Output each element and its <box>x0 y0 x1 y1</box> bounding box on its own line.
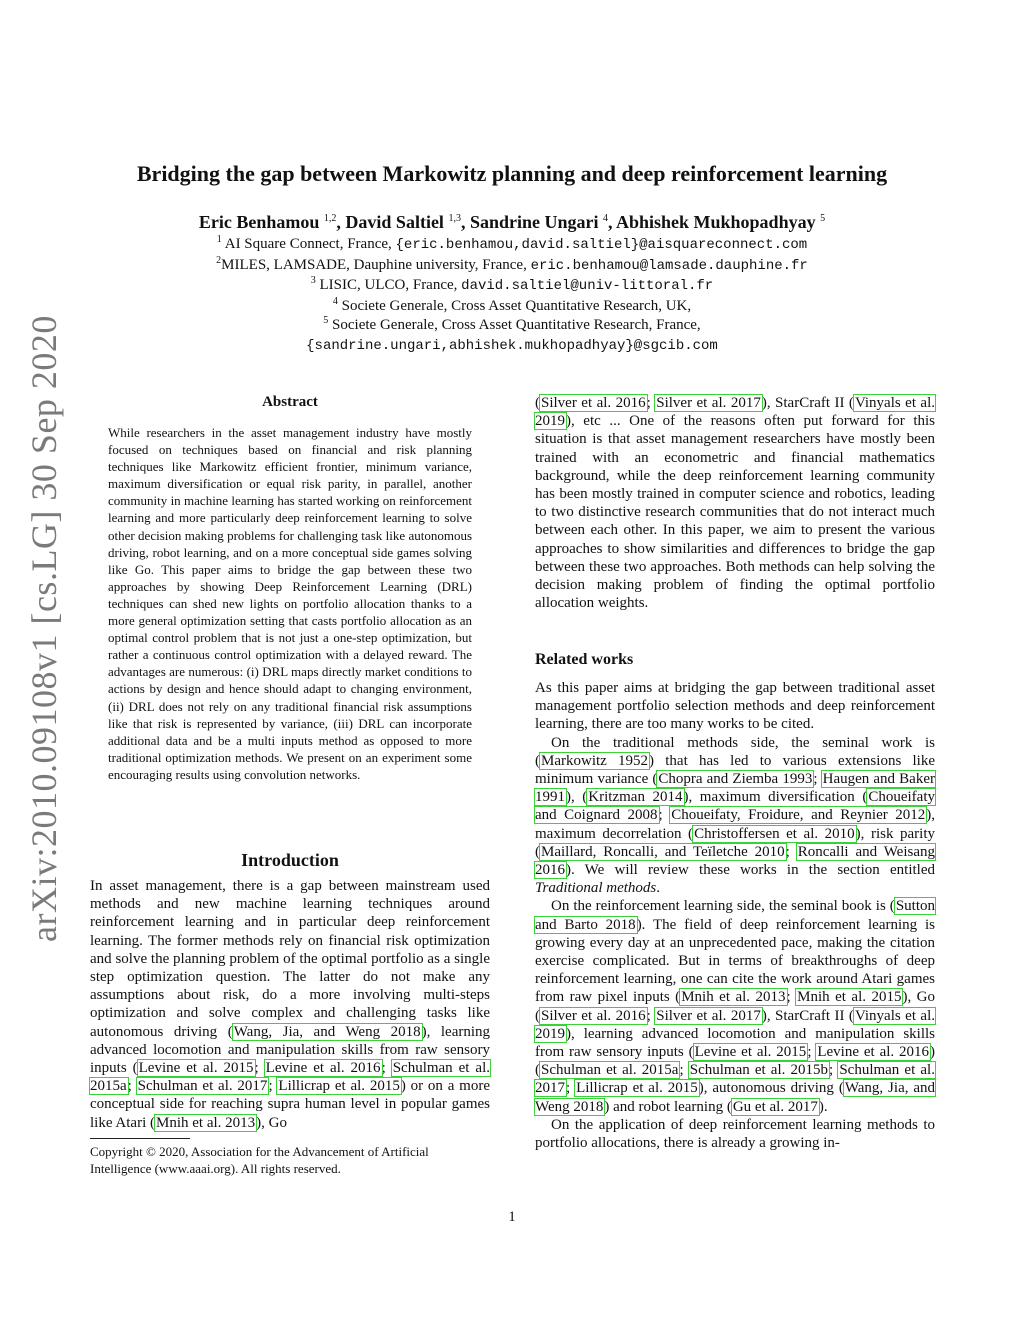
abstract-heading: Abstract <box>262 394 318 410</box>
citation-link[interactable]: Chopra and Ziemba 1993 <box>658 771 813 788</box>
author-affil-marker: 1,3 <box>448 213 461 224</box>
citation-link[interactable]: Lillicrap et al. 2015 <box>278 1078 400 1095</box>
citation-link[interactable]: Silver et al. 2016 <box>541 395 646 411</box>
copyright-notice: Copyright © 2020, Association for the Advancement of Artificial Intelligence (www.aaai.org). All rights reserved. <box>90 1144 429 1176</box>
citation-link[interactable]: Haugen and Baker 1991 <box>535 771 935 806</box>
citation-link[interactable]: Schulman et al. 2015b <box>689 1062 829 1079</box>
affil-marker: 4 <box>332 295 338 307</box>
author-list: Eric Benhamou $^{1,2}$, David Saltiel $^{1,3}$, Sandrine Ungari $^4$, Abhishek Mukhopadhyay $^5$ <box>198 212 826 232</box>
author-name: Sandrine Ungari <box>469 212 599 232</box>
body-paragraph: On the traditional methods side, the seminal work is (Markowitz 1952) that has led to various extensions like minimum variance (Chopra and Ziemba 1993; Haugen and Baker 1991), (Kritzman 2014), maximum diversification (Choueifaty and Coignard 2008; Choueifaty, Froidure, and Reynier 2012), maximum decorrelation (Christoffersen et al. 2010), risk parity (Maillard, Roncalli, and Teïletche 2010; Roncalli and Weisang 2016). We will review these works in the section entitled Traditional methods. <box>535 734 936 897</box>
citation-link[interactable]: Gu et al. 2017 <box>732 1098 818 1115</box>
citation-link[interactable]: Levine et al. 2016 <box>265 1060 381 1077</box>
affiliation-line <box>60 297 964 317</box>
affil-email: david.saltiel@univ-littoral.fr <box>461 278 714 294</box>
affil-email: eric.benhamou@lamsade.dauphine.fr <box>530 257 808 274</box>
citation-link[interactable]: Schulman et al. 2017 <box>137 1078 268 1095</box>
affil-marker: 2 <box>216 254 222 266</box>
citation-link[interactable]: Choueifaty and Coignard 2008 <box>535 789 935 824</box>
citation-link[interactable]: Mnih et al. 2015 <box>797 989 902 1006</box>
affiliation-line <box>60 316 964 336</box>
citation-link[interactable]: Wang, Jia, and Weng 2018 <box>535 1080 936 1115</box>
citation-link[interactable]: Silver et al. 2017 <box>656 395 761 411</box>
citation-link[interactable]: Wang, Jia, and Weng 2018 <box>233 1023 421 1040</box>
citation-link[interactable]: Schulman et al. 2015a <box>90 1060 490 1095</box>
introduction-paragraph: In asset management, there is a gap between mainstream used methods and new machine learning techniques around reinforcement learning and in particular deep reinforcement learning. The former methods rely on financial risk optimization and solve the planning problem of the optimal portfolio as a single step optimization question. The latter do not make any assumptions about risk, do a more involving multi-steps optimization and solve complex and challenging tasks like autonomous driving (Wang, Jia, and Weng 2018), learning advanced locomotion and manipulation skills from raw sensory inputs (Levine et al. 2015; Levine et al. 2016; Schulman et al. 2015a; Schulman et al. 2017; Lillicrap et al. 2015) or on a more conceptual side for reaching supra human level in popular games like Atari (Mnih et al. 2013), Go <box>90 878 491 1131</box>
arxiv-stamp: arXiv:2010.09108v1 [cs.LG] 30 Sep 2020 <box>24 315 64 942</box>
body-paragraph: On the application of deep reinforcement learning methods to portfolio allocations, there is already a growing in- <box>535 1116 935 1152</box>
citation-link[interactable]: Markowitz 1952 <box>541 752 649 769</box>
body-paragraph: (Silver et al. 2016; Silver et al. 2017), StarCraft II (Vinyals et al. 2019), etc ... One of the reasons often put forward for this situation is that asset management researchers have mostly been trained with an econometric and financial mathematics background, while the deep reinforcement learning community has been mostly trained in computer science and robotics, leading to two distinctive research communities that do not interact much between each other. In this paper, we aim to present the various approaches to show similarities and differences to bridge the gap between these two approaches. Both methods can help solving the decision making problem of finding the optimal portfolio allocation weights. <box>535 395 936 612</box>
affil-text: LISIC, ULCO, France, <box>315 277 462 293</box>
body-paragraph: On the reinforcement learning side, the seminal book is (Sutton and Barto 2018). The field of deep reinforcement learning is growing every day at an unprecedented pace, making the citation exercise complicated. But in terms of breakthroughs of deep reinforcement learning, one can cite the work around Atari games from raw pixel inputs (Mnih et al. 2013; Mnih et al. 2015), Go (Silver et al. 2016; Silver et al. 2017), StarCraft II (Vinyals et al. 2019), learning advanced locomotion and manipulation skills from raw sensory inputs (Levine et al. 2015; Levine et al. 2016) (Schulman et al. 2015a; Schulman et al. 2015b; Schulman et al. 2017; Lillicrap et al. 2015), autonomous driving (Wang, Jia, and Weng 2018) and robot learning (Gu et al. 2017). <box>535 898 936 1115</box>
abstract-text: While researchers in the asset management industry have mostly focused on techniques based on financial and risk planning techniques like Markowitz efficient frontier, minimum variance, maximum diversification or equal risk parity, in parallel, another community in machine learning has started working on reinforcement learning and more particularly deep reinforcement learning to solve other decision making problems for challenging task like autonomous driving, robot learning, and on a more conceptual side games solving like Go. This paper aims to bridge the gap between these two approaches by showing Deep Reinforcement Learning (DRL) techniques can shed new lights on portfolio allocation thanks to a more general optimization setting that casts portfolio allocation as an optimal control problem that is not just a one-step optimization, but rather a continuous control optimization with a delayed reward. The advantages are numerous: (i) DRL maps directly market conditions to actions by design and hence should adapt to changing environment, (ii) DRL does not rely on any traditional financial risk assumptions like that risk is represented by variance, (iii) DRL can incorporate additional data and be a multi inputs method as opposed to more traditional optimization methods. We present on an experiment some encouraging results using convolution networks. <box>108 425 472 782</box>
affiliations <box>60 235 964 356</box>
affil-text: Societe Generale, Cross Asset Quantitative Research, France, <box>328 317 701 333</box>
citation-link[interactable]: Levine et al. 2015 <box>694 1044 807 1061</box>
author-name: Eric Benhamou <box>198 212 320 232</box>
affil-marker: 5 <box>323 315 329 326</box>
author-affil-marker: 5 <box>820 213 826 224</box>
affiliation-line <box>60 235 964 256</box>
paper-title: Bridging the gap between Markowitz planning and deep reinforcement learning <box>136 161 888 186</box>
affil-marker: 3 <box>310 275 316 286</box>
citation-link[interactable]: Roncalli and Weisang 2016 <box>535 843 935 879</box>
body-paragraph: As this paper aims at bridging the gap between traditional asset management portfolio selection methods and deep reinforcement learning, there are too many works to be cited. <box>535 680 935 733</box>
citation-link[interactable]: Mnih et al. 2013 <box>155 1114 256 1131</box>
citation-link[interactable]: Christoffersen et al. 2010 <box>694 825 855 842</box>
citation-link[interactable]: Levine et al. 2015 <box>138 1060 254 1077</box>
related-works-heading: Related works <box>535 651 634 668</box>
affil-email: {eric.benhamou,david.saltiel}@aisquareconnect.com <box>395 237 808 253</box>
citation-link[interactable]: Sutton and Barto 2018 <box>535 898 935 933</box>
citation-link[interactable]: Choueifaty, Froidure, and Reynier 2012 <box>671 807 926 824</box>
author-affil-marker: 4 <box>602 213 608 224</box>
citation-link[interactable]: Vinyals et al. 2019 <box>535 395 936 430</box>
citation-link[interactable]: Schulman et al. 2017 <box>535 1062 935 1097</box>
citation-link[interactable]: Schulman et al. 2015a <box>541 1062 679 1079</box>
affil-text: Societe Generale, Cross Asset Quantitative Research, UK, <box>337 297 692 314</box>
citation-link[interactable]: Vinyals et al. 2019 <box>535 1007 936 1042</box>
affil-text: MILES, LAMSADE, Dauphine university, France, <box>221 256 531 273</box>
affiliation-line <box>60 336 964 357</box>
citation-link[interactable]: Kritzman 2014 <box>588 789 683 806</box>
author-affil-marker: 1,2 <box>323 213 337 224</box>
page-number: 1 <box>508 1209 516 1225</box>
affil-email: {sandrine.ungari,abhishek.mukhopadhyay}@sgcib.com <box>306 337 718 354</box>
citation-link[interactable]: Silver et al. 2016 <box>541 1007 646 1024</box>
citation-link[interactable]: Levine et al. 2016 <box>817 1044 930 1061</box>
author-name: David Saltiel <box>345 212 444 232</box>
introduction-heading: Introduction <box>241 850 339 870</box>
citation-link[interactable]: Maillard, Roncalli, and Teïletche 2010 <box>541 843 785 860</box>
affil-text: AI Square Connect, France, <box>224 236 396 252</box>
author-name: Abhishek Mukhopadhyay <box>615 212 816 232</box>
footnote-rule <box>90 1138 190 1139</box>
affil-marker: 1 <box>216 234 222 245</box>
affiliation-line <box>60 276 964 297</box>
citation-link[interactable]: Mnih et al. 2013 <box>681 989 786 1006</box>
related-works-body <box>535 679 935 1152</box>
citation-link[interactable]: Lillicrap et al. 2015 <box>576 1080 698 1097</box>
citation-link[interactable]: Silver et al. 2017 <box>656 1007 761 1024</box>
affiliation-line <box>60 256 964 277</box>
